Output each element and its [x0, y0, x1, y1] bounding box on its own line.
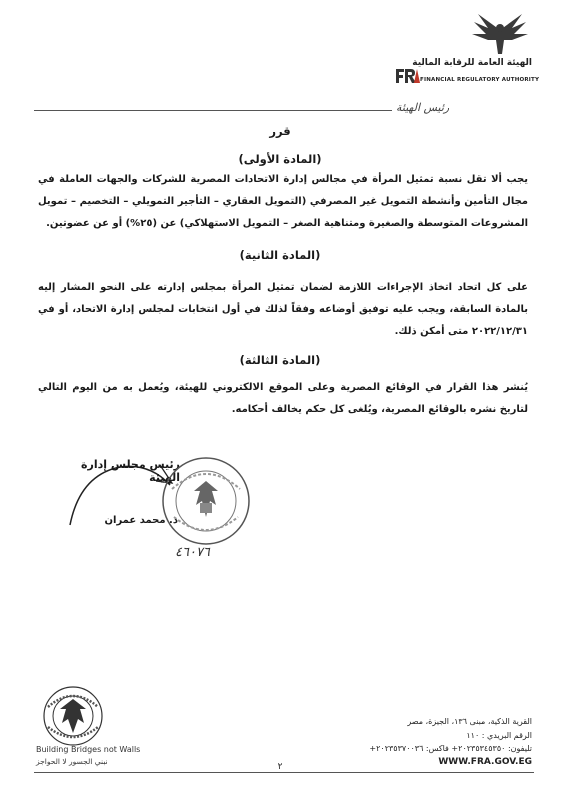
decision-title: قرر: [269, 124, 291, 138]
page-number: ٢: [277, 762, 283, 772]
eagle-emblem-icon: [470, 10, 530, 65]
header-divider: [34, 110, 392, 111]
website-link[interactable]: WWW.FRA.GOV.EG: [438, 757, 532, 767]
address-line: القرية الذكية، مبنى ١٣٦، الجيزة، مصر: [407, 717, 532, 726]
handwritten-reference-number: ٤٦٠٧٦: [175, 545, 210, 560]
article-2-body: على كل اتحاد اتخاذ الإجراءات اللازمة لضمان تمثيل المرأة بمجلس إدارته على النحو المشار إليه بالمادة السابقة، ويجب عليه توفيق أوضاعه وفقاً لذلك في أول انتخابات لمجلس إدارة الاتحاد، أو في ٢٠٢٢/١٢/٣١ متى أمكن ذلك.: [38, 282, 528, 337]
article-2-title: (المادة الثانية): [239, 248, 321, 262]
logo-english-text: FINANCIAL REGULATORY AUTHORITY: [420, 77, 540, 83]
article-1-body: يجب ألا تقل نسبة تمثيل المرأة في مجالس إدارة الاتحادات المصرية للشركات والجهات العاملة في مجال التأمين وأنشطة التمويل غير المصرفي (التمويل العقاري – التأجير التمويلي – التخصيم – تمويل المشروعات المتوسطة والصغيرة ومتناهية الصغر – التمويل الاستهلاكي) عن (٢٥%) أو عن عضوتين.: [38, 174, 528, 229]
footer-divider: [34, 772, 534, 773]
fra-logo-icon: [394, 67, 420, 85]
slogan-arabic: نبني الجسور لا الحواجز: [36, 757, 108, 766]
signatory-title: رئيس مجلس إدارة الهيئة: [81, 458, 180, 484]
official-seal-icon: [160, 455, 252, 547]
article-1-title: (المادة الأولى): [238, 152, 322, 166]
egypt-fra-emblem-icon: [40, 685, 106, 747]
article-3-body: يُنشر هذا القرار في الوقائع المصرية وعلى الموقع الالكتروني للهيئة، ويُعمل به من اليوم التالي لتاريخ نشره بالوقائع المصرية، ويُلغى كل حكم يخالف أحكامه.: [38, 382, 528, 415]
signatory-name: د. محمد عمران: [104, 515, 178, 526]
header-title: رئيس الهيئة: [396, 101, 450, 114]
article-3-title: (المادة الثالثة): [239, 353, 321, 367]
slogan-english: Building Bridges not Walls: [36, 745, 141, 754]
postal-code: الرقم البريدي : ١١٠: [466, 731, 532, 740]
logo-arabic-text: الهيئة العامة للرقابة المالية: [412, 58, 532, 68]
phone-fax: تليفون: ٢٠٢٣٥٣٤٥٣٥٠+ فاكس: ٢٠٢٣٥٣٧٠٠٣٦+: [369, 744, 532, 753]
